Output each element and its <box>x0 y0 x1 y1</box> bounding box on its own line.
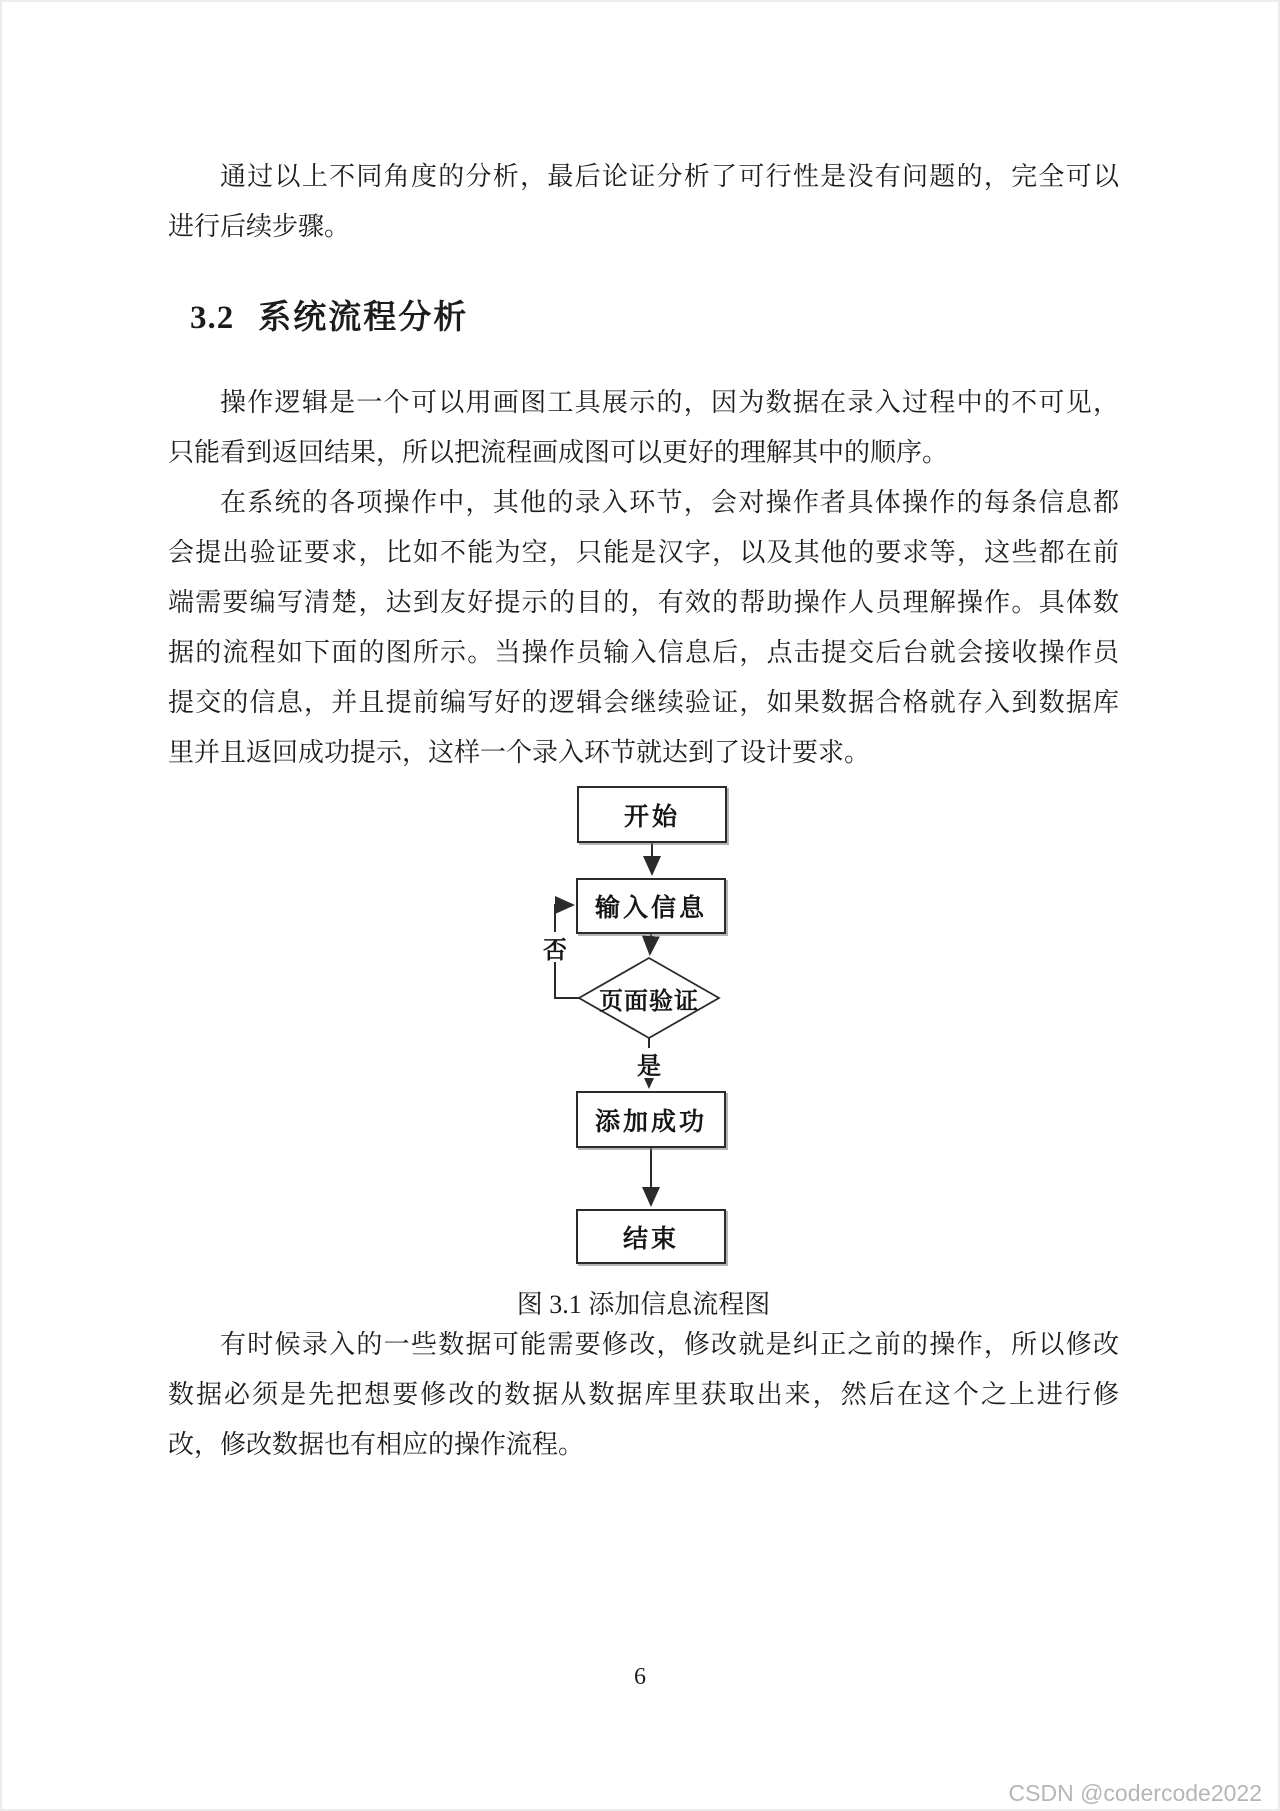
paragraph-logic <box>168 378 1119 478</box>
paragraph-line: 在系统的各项操作中，其他的录入环节，会对操作者具体操作的每条信息都 <box>220 488 1119 517</box>
flowchart-connectors <box>472 784 772 1270</box>
flow-node-decision: 页面验证 <box>599 988 699 1015</box>
page-number: 6 <box>634 1664 646 1690</box>
flow-node-start: 开始 <box>577 786 727 843</box>
paragraph-line: 会提出验证要求，比如不能为空，只能是汉字，以及其他的要求等，这些都在前 <box>168 538 1119 567</box>
paragraph-validation <box>168 478 1119 778</box>
paragraph-line: 里并且返回成功提示，这样一个录入环节就达到了设计要求。 <box>168 738 871 767</box>
flow-node-input: 输入信息 <box>576 878 726 934</box>
paragraph-modify <box>168 1320 1119 1470</box>
section-number: 3.2 <box>190 300 235 336</box>
section-heading <box>190 295 1119 339</box>
paragraph-line: 只能看到返回结果，所以把流程画成图可以更好的理解其中的顺序。 <box>168 438 949 467</box>
page-content <box>168 152 1119 1470</box>
paragraph-line: 提交的信息，并且提前编写好的逻辑会继续验证，如果数据合格就存入到数据库 <box>168 688 1119 717</box>
watermark: CSDN @codercode2022 <box>1008 1780 1262 1806</box>
edge-input-decision <box>650 934 651 952</box>
edge-label-no: 否 <box>541 932 569 962</box>
flow-node-end: 结束 <box>576 1209 726 1264</box>
section-title: 系统流程分析 <box>258 298 469 335</box>
paragraph-line: 改，修改数据也有相应的操作流程。 <box>168 1430 585 1459</box>
paragraph-line: 据的流程如下面的图所示。当操作员输入信息后，点击提交后台就会接收操作员 <box>168 638 1119 667</box>
paragraph-line: 有时候录入的一些数据可能需要修改，修改就是纠正之前的操作，所以修改 <box>220 1330 1119 1359</box>
edge-label-yes: 是 <box>635 1048 663 1078</box>
flow-node-success: 添加成功 <box>576 1091 726 1148</box>
figure-area <box>168 778 1119 1290</box>
paragraph-intro <box>168 152 1119 252</box>
paragraph-line: 进行后续步骤。 <box>168 212 351 241</box>
paragraph-line: 通过以上不同角度的分析，最后论证分析了可行性是没有问题的，完全可以 <box>220 162 1119 191</box>
paragraph-line: 数据必须是先把想要修改的数据从数据库里获取出来，然后在这个之上进行修 <box>168 1380 1119 1409</box>
flowchart <box>472 784 772 1270</box>
figure-caption: 图 3.1 添加信息流程图 <box>516 1290 771 1319</box>
paragraph-line: 端需要编写清楚，达到友好提示的目的，有效的帮助操作人员理解操作。具体数 <box>168 588 1119 617</box>
paragraph-line: 操作逻辑是一个可以用画图工具展示的，因为数据在录入过程中的不可见， <box>220 388 1119 417</box>
